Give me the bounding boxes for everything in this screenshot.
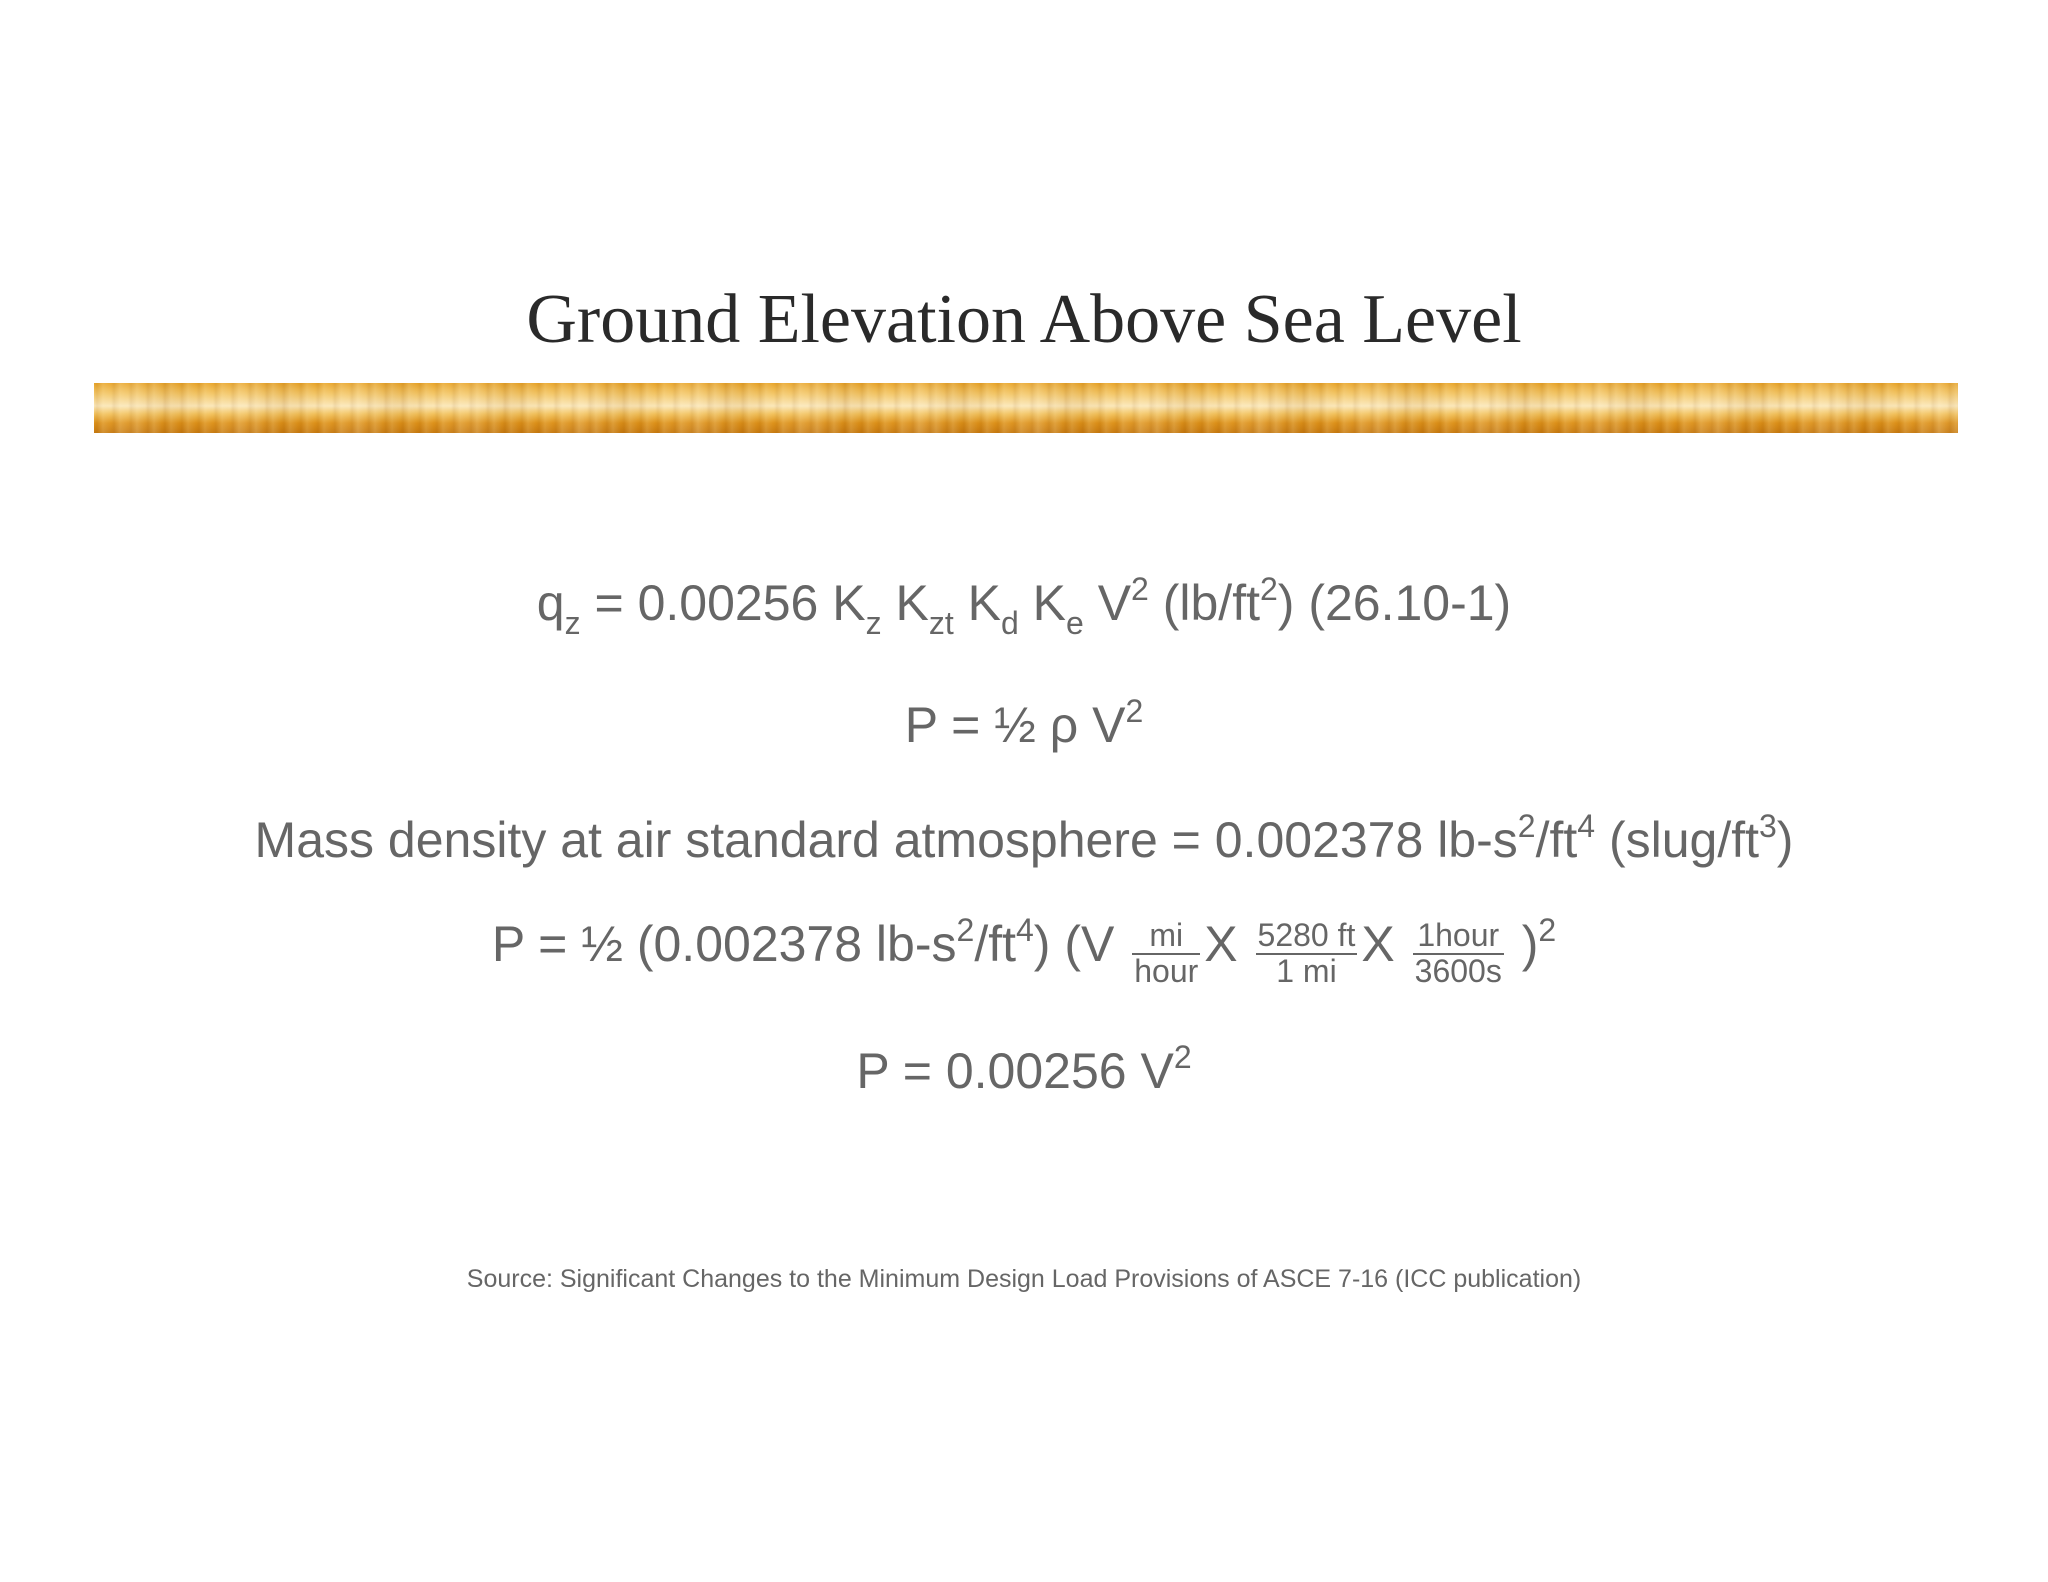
eq-text: Mass density at air standard atmosphere = 0.002378 lb-s (254, 812, 1518, 868)
eq-text: P = 0.00256 V (856, 1043, 1174, 1099)
fraction-denominator: hour (1134, 952, 1199, 989)
fraction-hour-per-seconds (1413, 919, 1504, 988)
eq-superscript: 2 (1131, 571, 1149, 607)
eq-text: q (536, 575, 565, 631)
eq-text: ) (26.10-1) (1277, 575, 1512, 631)
eq-text: ) (1507, 915, 1539, 972)
eq-subscript: z (865, 605, 882, 641)
source-citation: Source: Significant Changes to the Minimum Design Load Provisions of ASCE 7-16 (ICC publication) (466, 1265, 1582, 1293)
mass-density-statement (0, 808, 2048, 868)
eq-text: /ft (974, 915, 1016, 972)
eq-subscript: zt (928, 605, 954, 641)
eq-text: V (1083, 575, 1132, 631)
eq-text: ) (V (1033, 915, 1129, 972)
velocity-pressure-equation (0, 571, 2048, 641)
eq-subscript: e (1066, 605, 1084, 641)
eq-text: = 0.00256 K (580, 575, 866, 631)
eq-superscript: 2 (1125, 693, 1144, 729)
decorative-wood-bar (94, 383, 1958, 433)
eq-subscript: d (1000, 605, 1019, 641)
eq-superscript: 2 (1173, 1039, 1192, 1075)
fraction-numerator: 1hour (1413, 919, 1504, 955)
fraction-numerator: 5280 ft (1257, 917, 1356, 953)
fraction-mi-per-hour (1132, 919, 1200, 988)
unit-conversion-equation (0, 911, 2048, 989)
eq-text: P = ½ ρ V (904, 697, 1126, 753)
eq-superscript: 4 (1577, 808, 1596, 844)
eq-text: ) (1776, 812, 1794, 868)
eq-superscript: 2 (1538, 911, 1557, 948)
slide-title: Ground Elevation Above Sea Level (526, 281, 1522, 358)
dynamic-pressure-equation (0, 693, 2048, 753)
eq-superscript: 2 (956, 911, 975, 948)
eq-text: X (1361, 915, 1409, 972)
eq-superscript: 2 (1517, 808, 1536, 844)
eq-subscript: z (564, 605, 581, 641)
eq-text: /ft (1535, 812, 1578, 868)
eq-text: X (1204, 915, 1252, 972)
fraction-denominator: 3600s (1414, 952, 1502, 989)
eq-text: K (881, 575, 929, 631)
fraction-numerator: mi (1132, 919, 1200, 955)
final-pressure-equation (0, 1039, 2048, 1099)
eq-superscript: 4 (1016, 911, 1034, 948)
eq-text: (slug/ft (1595, 812, 1759, 868)
fraction-ft-per-mi (1256, 919, 1358, 988)
eq-text: P = ½ (0.002378 lb-s (491, 915, 957, 972)
eq-superscript: 3 (1759, 808, 1777, 844)
eq-superscript: 2 (1259, 571, 1278, 607)
fraction-denominator: 1 mi (1276, 952, 1337, 989)
eq-text: (lb/ft (1148, 575, 1260, 631)
eq-text: K (953, 575, 1001, 631)
eq-text: K (1018, 575, 1066, 631)
